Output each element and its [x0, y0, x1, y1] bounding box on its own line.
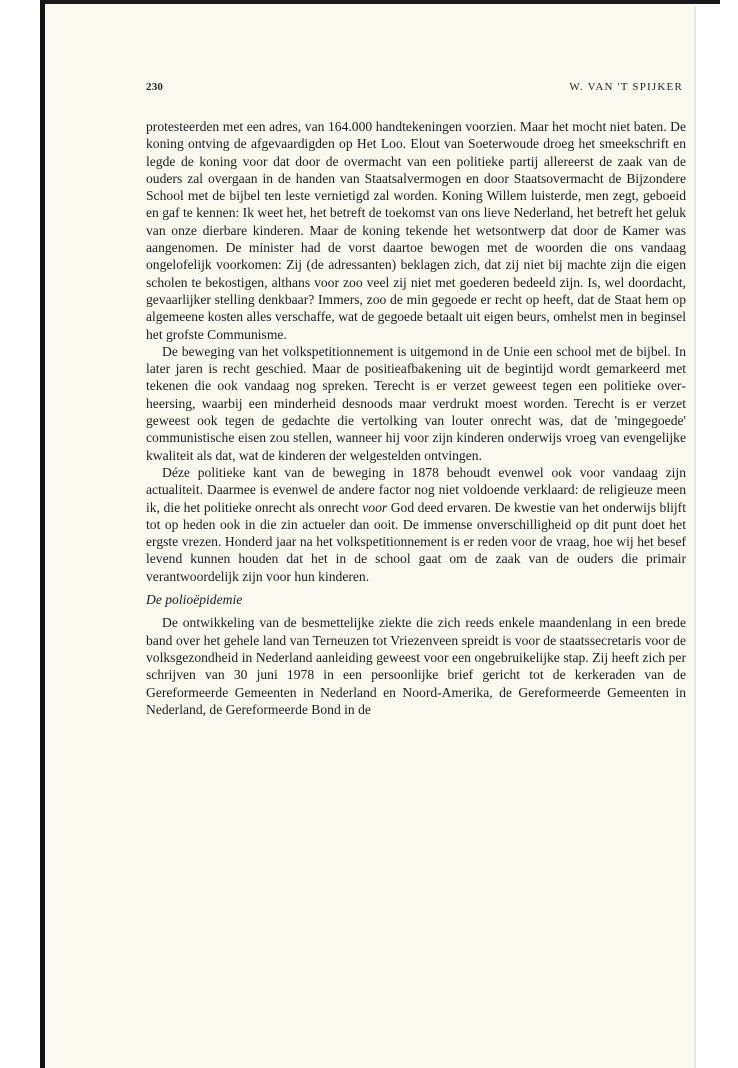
- paragraph-2: De beweging van het volkspetitionnement is uitgemond in de Unie een school met de bijbel. In later jaren is recht geschied. Maar de positieafbakening uit de begintijd wordt gemarkeerd met tekenen die ook vandaag nog spreken. Terecht is er verzet geweest tegen een politieke overheersing, waarbij een minderheid desnoods maar verdrukt moest worden. Terecht is er verzet geweest ook tegen de gedachte die vertolking van louter onrecht was, dat de 'mingegoede' communistische eisen zou stellen, wanneer hij voor zijn kinderen onderwijs vroeg van evengelijke kwaliteit als dat, wat de kinderen der welgestelden ontvingen.: [146, 343, 686, 463]
- running-head-author: W. VAN 'T SPIJKER: [569, 81, 683, 93]
- page-number: 230: [146, 81, 164, 93]
- paragraph-3-part-1: Déze politieke kant van de beweging in 1878 behoudt evenwel ook voor vandaag zijn actualiteit. Daarmee is evenwel de andere factor nog niet voldoende verklaard: de religieuze meen ik, die het politieke onrecht als onrecht: [146, 464, 686, 515]
- body-text: [146, 118, 686, 718]
- paragraph-4: De ontwikkeling van de besmettelijke ziekte die zich reeds enkele maandenlang in een brede band over het gehele land van Terneuzen tot Vriezenveen spreidt is voor de staatssecretaris voor de volksgezondheid in Nederland aanleiding geweest voor een ongebruikelijke stap. Zij heeft zich per schrijven van 30 juni 1978 in een persoonlijke brief gericht tot de kerkeraden van de Gereformeerde Gemeenten in Nederland en Noord-Amerika, de Gereformeerde Gemeenten in Nederland, de Gereformeerde Bond in de: [146, 615, 686, 717]
- paragraph-3-part-2: God deed ervaren. De kwestie van het onderwijs blijft tot op heden ook in die zin actueler dan ooit. De immense onverschilligheid op dit punt doet het ergste vrezen. Honderd jaar na het volkspetitionnement is er reden voor de vraag, hoe wij het besef levend kunnen houden dat het in de school gaat om de zaak van de ouders die primair verantwoordelijk zijn voor hun kinderen.: [146, 499, 686, 584]
- scan-right-shadow: [694, 6, 696, 1068]
- paragraph-3: [146, 464, 686, 585]
- paragraph-3-emphasis: voor: [362, 499, 388, 515]
- paragraph-1: protesteerden met een adres, van 164.000 handtekeningen voorzien. Maar het mocht niet baten. De koning ontving de afgevaardigden op Het Loo. Elout van Soeterwoude droeg het smeekschrift en legde de koning voor dat door de overmacht van een politieke partij allereerst de zaak van de ouders zal overgaan in de handen van Staatsalvermogen en door Staatsovermacht de Bijzondere School met de bijbel ten leste vernietigd zal worden. Koning Willem luisterde, men zegt, geboeid en gaf te kennen: Ik weet het, het betreft de toekomst van ons lieve Nederland, het betreft het geluk van onze dierbare kinderen. Maar de koning tekende het wetsontwerp dat door de Kamer was aangenomen. De minister had de vorst daartoe bewogen met de woorden die ons vandaag ongelofelijk voorkomen: Zij (de adressanten) beklagen zich, dat zij niet bij machte zijn die eigen scholen te bekostigen, althans voor zoo veel zij niet met goederen bedeeld zijn. Is, wel doordacht, gevaarlijker stelling denkbaar? Immers, zoo de min gegoede er recht op heeft, dat de Staat hem op algemeene kosten alles verschaffe, wat de gegoede betaalt uit eigen beurs, omhelst men in beginsel het grofste Communisme.: [146, 119, 686, 342]
- running-head: [146, 81, 683, 97]
- section-heading: De polioëpidemie: [146, 592, 243, 608]
